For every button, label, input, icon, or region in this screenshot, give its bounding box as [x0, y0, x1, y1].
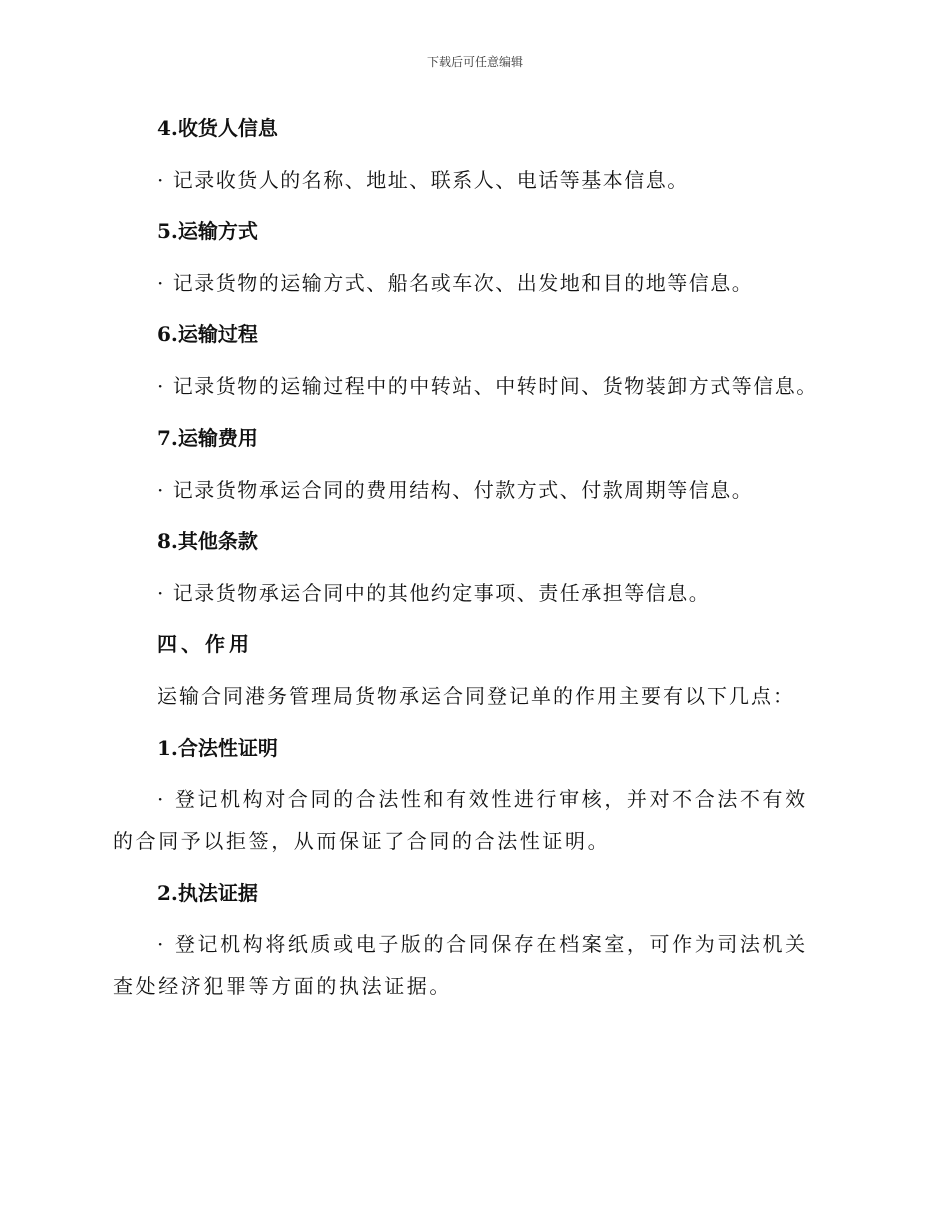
section-heading-transport-mode: 5.运输方式: [157, 219, 258, 243]
function-heading-legality: 1.合法性证明: [157, 736, 278, 760]
section-bullet-consignee: · 记录收货人的名称、地址、联系人、电话等基本信息。: [157, 168, 689, 192]
section-heading-transport-process: 6.运输过程: [157, 322, 258, 346]
section-heading-consignee: 4.收货人信息: [157, 116, 278, 140]
function-paragraph-legality: · 登记机构对合同的合法性和有效性进行审核，并对不合法不有效的合同予以拒签，从而保证了合同的合法性证明。: [113, 787, 808, 853]
section-heading-other-terms: 8.其他条款: [157, 529, 258, 553]
function-paragraph-evidence: · 登记机构将纸质或电子版的合同保存在档案室，可作为司法机关查处经济犯罪等方面的执法证据。: [113, 932, 808, 998]
function-heading-evidence: 2.执法证据: [157, 881, 258, 905]
section-heading-transport-cost: 7.运输费用: [157, 426, 258, 450]
page-header: 下载后可任意编辑: [426, 55, 523, 69]
section-bullet-transport-mode: · 记录货物的运输方式、船名或车次、出发地和目的地等信息。: [157, 271, 754, 295]
function-intro: 运输合同港务管理局货物承运合同登记单的作用主要有以下几点：: [157, 684, 795, 708]
section-title-function: 四、作用: [157, 632, 253, 656]
section-bullet-transport-process: · 记录货物的运输过程中的中转站、中转时间、货物装卸方式等信息。: [157, 374, 818, 398]
section-bullet-other-terms: · 记录货物承运合同中的其他约定事项、责任承担等信息。: [157, 581, 711, 605]
section-bullet-transport-cost: · 记录货物承运合同的费用结构、付款方式、付款周期等信息。: [157, 478, 754, 502]
